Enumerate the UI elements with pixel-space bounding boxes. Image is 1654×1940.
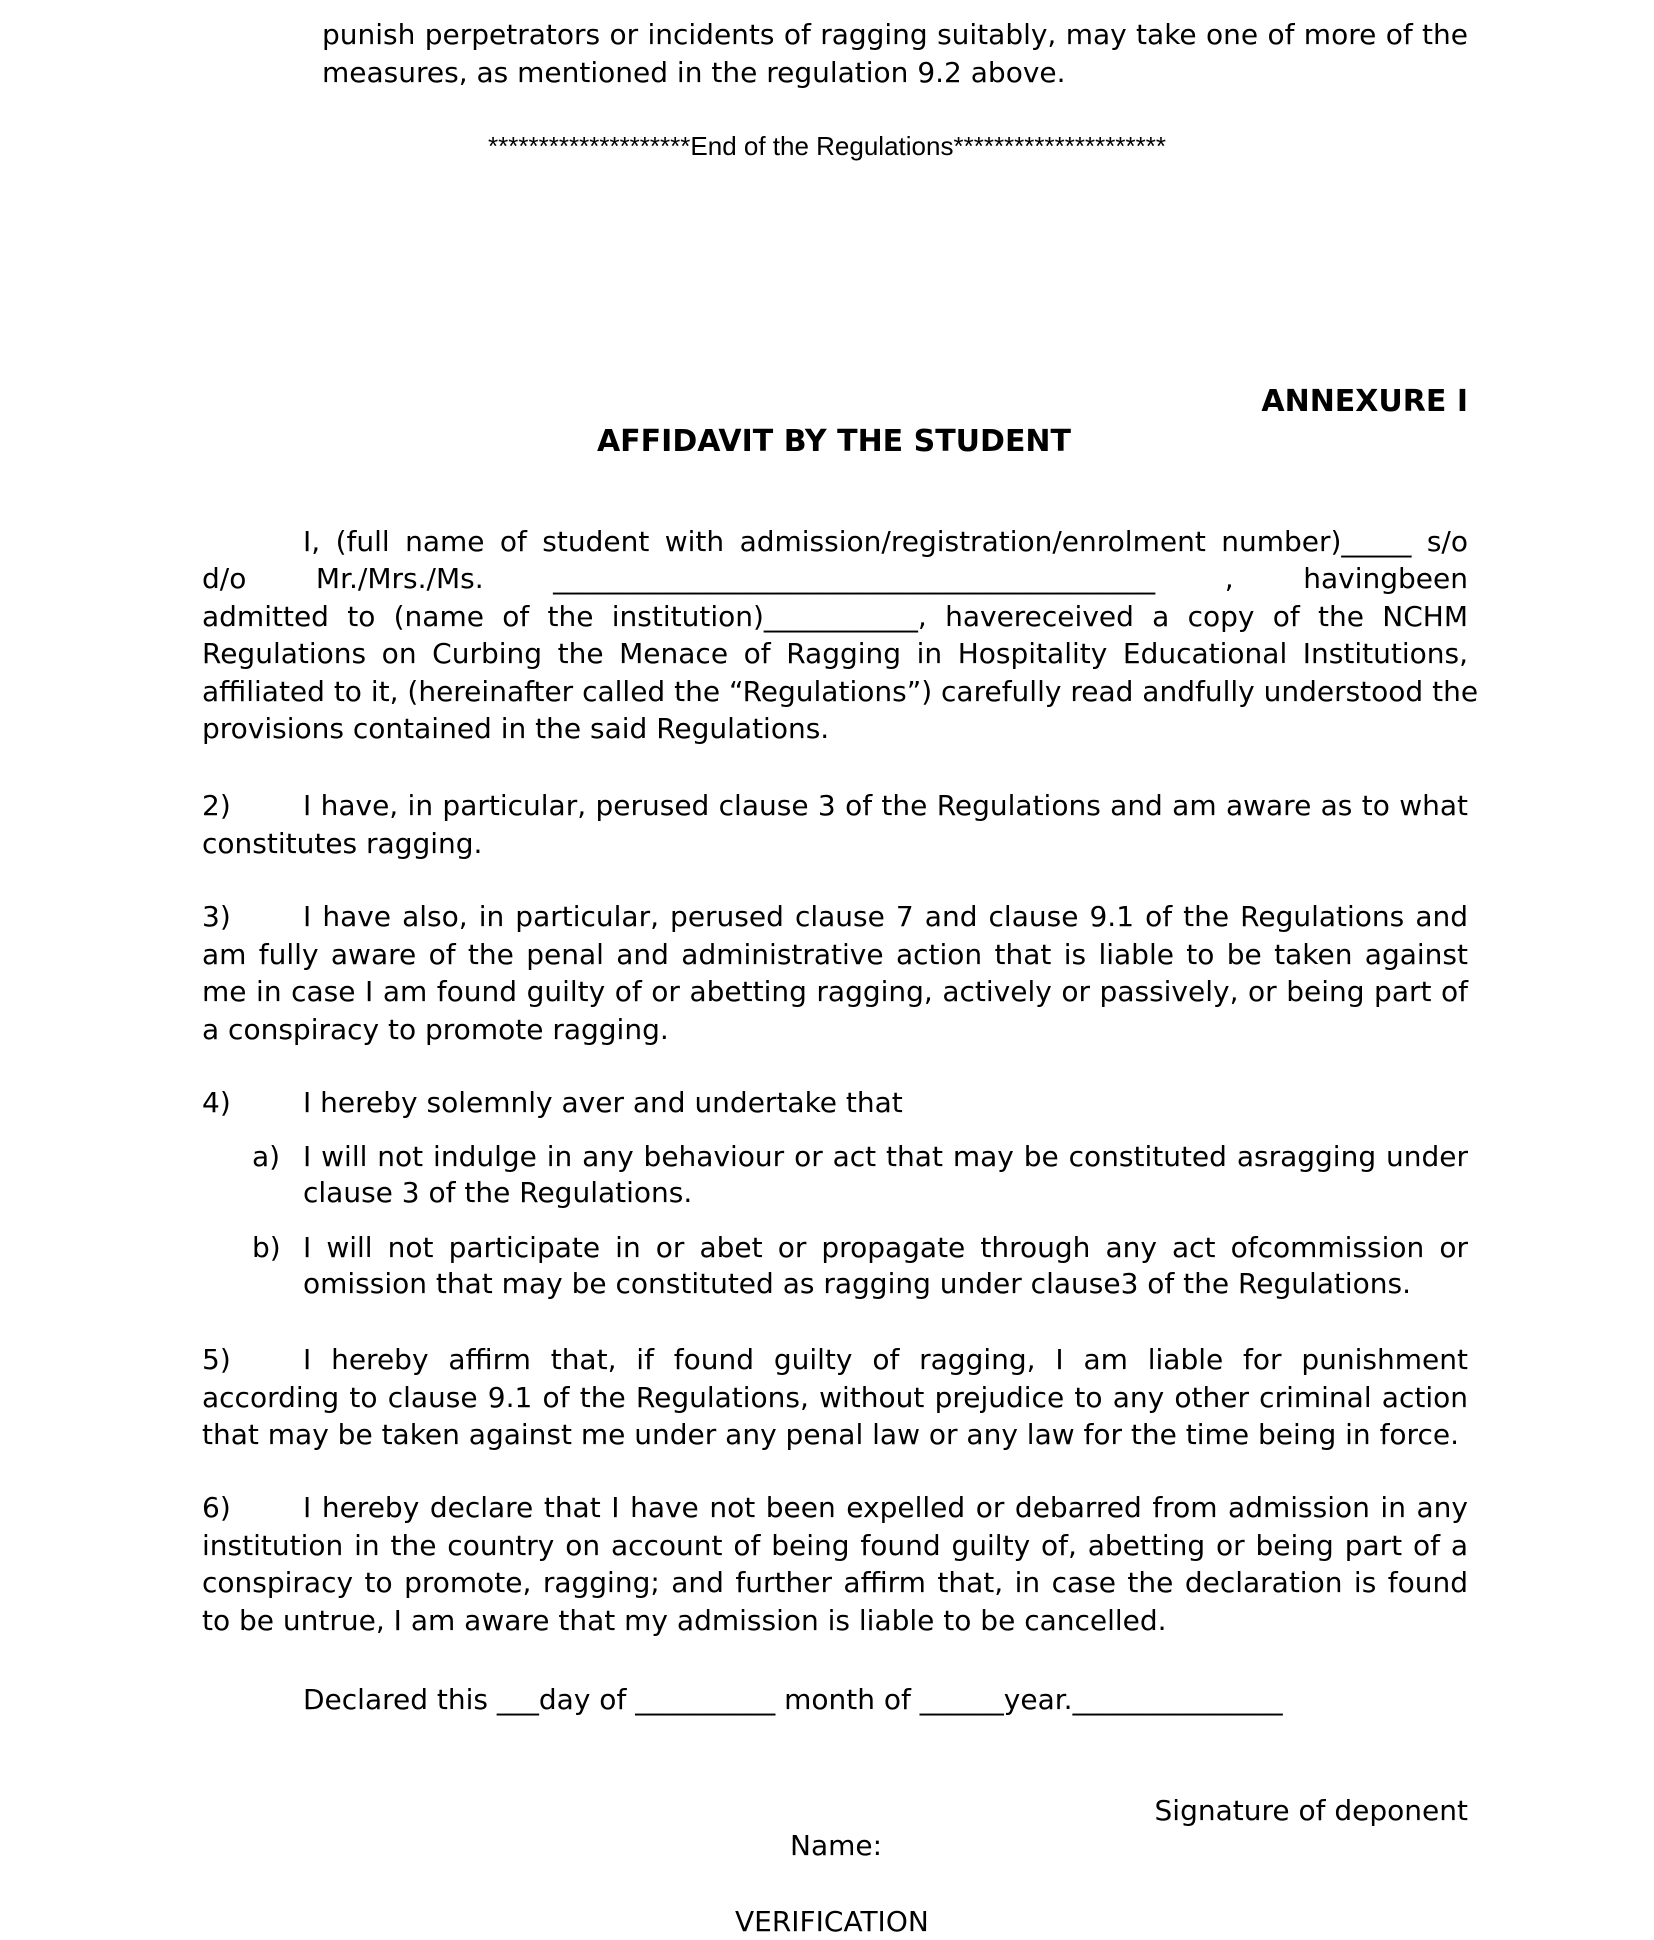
clause-number: 4)	[202, 1086, 231, 1119]
sub-item-text: I will not participate in or abet or propagate through any act ofcommission or omission that may be constituted as ragging under clause3 of the Regulations.	[303, 1231, 1468, 1300]
intro-line: provisions contained in the said Regulations.	[202, 712, 830, 745]
clause-text: I have also, in particular, perused clause 7 and clause 9.1 of the Regulations and am fully aware of the penal and administrative action that is liable to be taken against me in case I am found guilty of or abetting ragging, actively or passively, or being part of a conspiracy to promote ragging.	[202, 900, 1468, 1046]
clause-text: I hereby solemnly aver and undertake that	[303, 1086, 903, 1119]
clause-text: I hereby declare that I have not been expelled or debarred from admission in any institution in the country on account of being found guilty of, abetting or being part of a conspiracy to promote, ragging; and further affirm that, in case the declaration is found to be untrue, I am aware that my admission is liable to be cancelled.	[202, 1491, 1468, 1637]
top-paragraph: punish perpetrators or incidents of ragging suitably, may take one of more of the measures, as mentioned in the regulation 9.2 above.	[322, 18, 1468, 89]
intro-line: d/o Mr./Mrs./Ms. ___________________________________________ , havingbeen	[202, 562, 1468, 595]
clause-number: 5)	[202, 1343, 231, 1376]
intro-line: admitted to (name of the institution)___________, havereceived a copy of the NCHM	[202, 600, 1468, 633]
intro-line: affiliated to it, (hereinafter called the “Regulations”) carefully read andfully understood the	[202, 675, 1479, 708]
intro-line: Regulations on Curbing the Menace of Ragging in Hospitality Educational Institutions,	[202, 637, 1468, 670]
sub-item-text: I will not indulge in any behaviour or act that may be constituted asragging under clause 3 of the Regulations.	[303, 1140, 1468, 1209]
clause-text: I hereby affirm that, if found guilty of ragging, I am liable for punishment according to clause 9.1 of the Regulations, without prejudice to any other criminal action that may be taken against me under any penal law or any law for the time being in force.	[202, 1343, 1468, 1451]
clause-text: I have, in particular, perused clause 3 of the Regulations and am aware as to what constitutes ragging.	[202, 789, 1468, 860]
sub-item-label: b)	[252, 1231, 281, 1264]
sub-item-label: a)	[252, 1140, 281, 1173]
verification-heading: VERIFICATION	[735, 1905, 929, 1938]
clause-number: 2)	[202, 789, 231, 822]
signature-label: Signature of deponent	[1154, 1794, 1468, 1827]
declaration-date-line: Declared this ___day of __________ month of ______year._______________	[303, 1683, 1283, 1716]
intro-line: I, (full name of student with admission/registration/enrolment number)_____ s/o	[303, 525, 1468, 558]
clause-number: 3)	[202, 900, 231, 933]
end-of-regulations-marker: ********************End of the Regulations*********************	[488, 131, 1166, 161]
annexure-label: ANNEXURE I	[1261, 384, 1468, 419]
affidavit-title: AFFIDAVIT BY THE STUDENT	[596, 424, 1072, 459]
name-label: Name:	[790, 1829, 883, 1862]
clause-number: 6)	[202, 1491, 231, 1524]
